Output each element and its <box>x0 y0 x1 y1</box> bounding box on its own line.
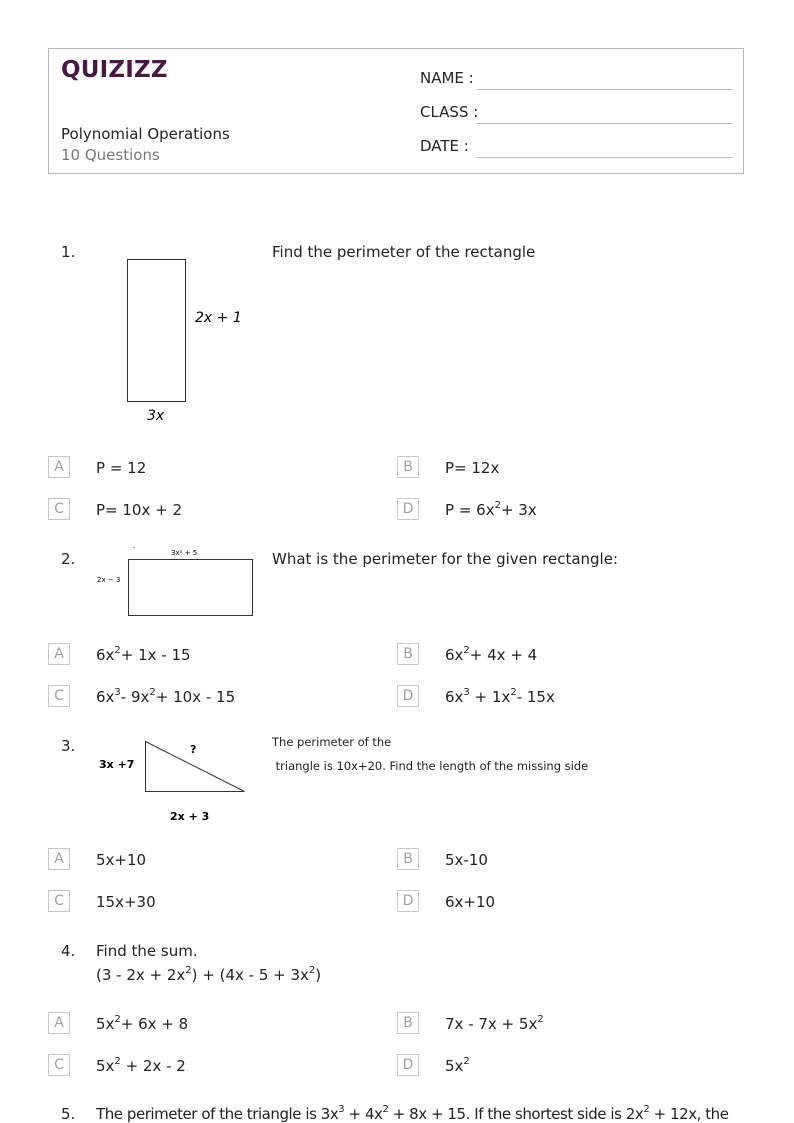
question-expression: $(3 - 2x + 2x^2) + (4x - 5 + 3x^2)$ <box>96 965 322 984</box>
option-letter[interactable]: A <box>48 456 70 478</box>
class-field[interactable] <box>477 123 733 124</box>
question-number: 3. <box>61 737 76 755</box>
option-letter[interactable]: A <box>48 643 70 665</box>
option-text[interactable]: $6x^3 + 1x^2-$ 15x <box>445 687 555 706</box>
option-letter[interactable]: B <box>397 643 419 665</box>
triangle-left-label: 3x +7 <box>99 758 135 771</box>
quizizz-logo: QUIZIZZ <box>61 57 168 83</box>
rectangle-top-label: 3x² + 5 <box>171 549 198 557</box>
question-number: 1. <box>61 243 76 261</box>
option-letter[interactable]: C <box>48 498 70 520</box>
question-text-line-1: The perimeter of the <box>272 735 392 749</box>
option-text[interactable]: $5x^2$ <box>445 1056 470 1075</box>
rectangle-shape <box>129 560 253 616</box>
option-text[interactable]: 6x+10 <box>445 893 496 911</box>
option-text[interactable]: P= 12x <box>445 459 500 477</box>
date-field[interactable] <box>477 157 733 158</box>
rectangle-side-label: 2x − 3 <box>97 576 121 584</box>
option-letter[interactable]: D <box>397 1054 419 1076</box>
option-text[interactable]: $P = 6x^2+ 3x$ <box>445 500 537 519</box>
question-text: What is the perimeter for the given rectangle: <box>272 550 618 568</box>
worksheet-header <box>48 48 744 174</box>
option-letter[interactable]: D <box>397 890 419 912</box>
triangle-figure <box>94 732 254 827</box>
question-text-line-2: triangle is 10x+20. Find the length of the missing side <box>272 759 589 773</box>
option-text[interactable]: $6x^2+ 1x - 15$ <box>96 645 191 664</box>
rectangle-bottom-label: 3x <box>147 408 165 424</box>
option-letter[interactable]: C <box>48 890 70 912</box>
option-text[interactable]: $6x^3-$ $9x^2+ 10x - 15$ <box>96 687 236 706</box>
name-field[interactable] <box>477 89 733 90</box>
option-letter[interactable]: D <box>397 685 419 707</box>
option-letter[interactable]: A <box>48 1012 70 1034</box>
option-letter[interactable]: B <box>397 1012 419 1034</box>
option-letter[interactable]: B <box>397 848 419 870</box>
option-text[interactable]: $7x - 7x + 5x^2$ <box>445 1014 544 1033</box>
option-text[interactable]: 15x+30 <box>96 893 156 911</box>
small-mark: - <box>133 544 136 551</box>
question-text: The perimeter of the triangle is $3x^3 + 4x^2 + 8x + 15$. If the shortest side is $2x^2 + 12x$, the <box>96 1105 729 1123</box>
question-count: 10 Questions <box>61 146 160 164</box>
option-letter[interactable]: C <box>48 1054 70 1076</box>
option-letter[interactable]: D <box>397 498 419 520</box>
option-text[interactable]: $6x^2+ 4x + 4$ <box>445 645 538 664</box>
rectangle-side-label: 2x + 1 <box>195 310 242 326</box>
option-text[interactable]: P = 12 <box>96 459 147 477</box>
option-text[interactable]: $5x^2 + 2x - 2$ <box>96 1056 186 1075</box>
class-label: CLASS : <box>420 103 479 121</box>
rectangle-shape <box>128 260 186 402</box>
option-text[interactable]: $5x^2+ 6x + 8$ <box>96 1014 189 1033</box>
name-label: NAME : <box>420 69 474 87</box>
rectangle-figure <box>120 252 260 427</box>
option-letter[interactable]: B <box>397 456 419 478</box>
question-text: Find the sum. <box>96 942 198 960</box>
triangle-hyp-label: ? <box>190 743 197 756</box>
option-letter[interactable]: C <box>48 685 70 707</box>
question-number: 4. <box>61 942 76 960</box>
worksheet-title: Polynomial Operations <box>61 125 230 143</box>
triangle-bottom-label: 2x + 3 <box>170 810 210 823</box>
option-text[interactable]: 5x+10 <box>96 851 147 869</box>
option-text[interactable]: 5x-10 <box>445 851 488 869</box>
question-text: Find the perimeter of the rectangle <box>272 243 536 261</box>
rectangle-figure <box>94 542 264 622</box>
question-number: 5. <box>61 1105 76 1123</box>
option-text[interactable]: P= 10x + 2 <box>96 501 182 519</box>
question-number: 2. <box>61 550 76 568</box>
option-letter[interactable]: A <box>48 848 70 870</box>
date-label: DATE : <box>420 137 469 155</box>
